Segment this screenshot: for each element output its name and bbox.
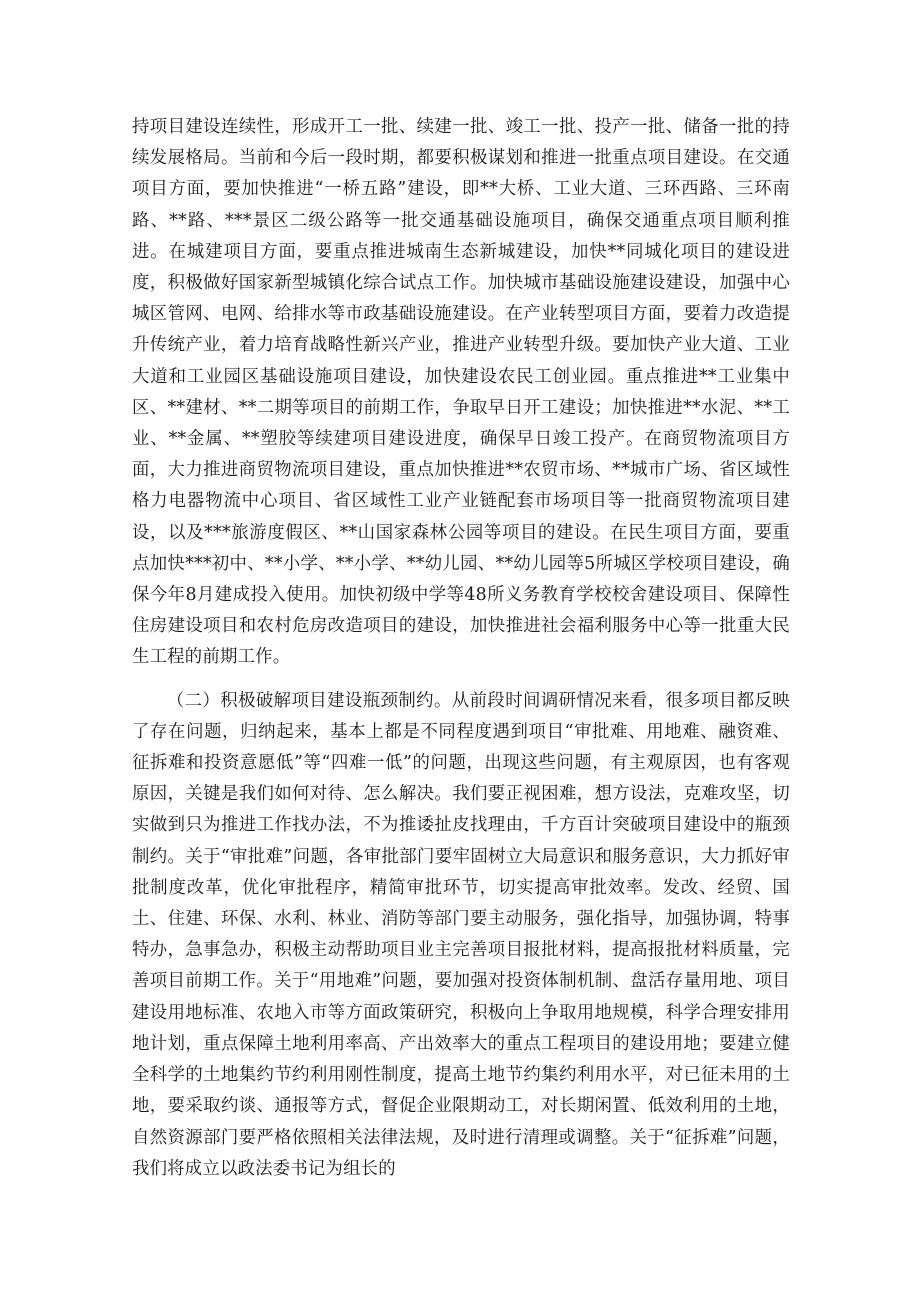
paragraph-project-construction: 持项目建设连续性，形成开工一批、续建一批、竣工一批、投产一批、储备一批的持续发展格局。当前和今后一段时期，都要积极谋划和推进一批重点项目建设。在交通项目方面，要加快推进“一桥五路”建设，即**大桥、工业大道、三环西路、三环南路、**路、***景区二级公路等一批交通基础设施项目，确保交通重点项目顺利推进。在城建项目方面，要重点推进城南生态新城建设，加快**同城化项目的建设进度，积极做好国家新型城镇化综合试点工作。加快城市基础设施建设建设，加强中心城区管网、电网、给排水等市政基础设施建设。在产业转型项目方面，要着力改造提升传统产业，着力培育战略性新兴产业，推进产业转型升级。要加快产业大道、工业大道和工业园区基础设施项目建设，加快建设农民工创业园。重点推进**工业集中区、**建材、**二期等项目的前期工作，争取早日开工建设；加快推进**水泥、**工业、**金属、**塑胶等续建项目建设进度，确保早日竣工投产。在商贸物流项目方面，大力推进商贸物流项目建设，重点加快推进**农贸市场、**城市广场、省区域性格力电器物流中心项目、省区域性工业产业链配套市场项目等一批商贸物流项目建设，以及***旅游度假区、**山国家森林公园等项目的建设。在民生项目方面，要重点加快***初中、**小学、**小学、**幼儿园、**幼儿园等5所城区学校项目建设，确保今年8月建成投入使用。加快初级中学等48所义务教育学校校舍建设项目、保障性住房建设项目和农村危房改造项目的建设，加快推进社会福利服务中心等一批重大民生工程的前期工作。 (132, 117, 790, 668)
document-page (132, 112, 790, 1185)
paragraph-bottleneck-section: （二）积极破解项目建设瓶颈制约。从前段时间调研情况来看，很多项目都反映了存在问题，归纳起来，基本上都是不同程度遇到项目“审批难、用地难、融资难、征拆难和投资意愿低”等“四难一低”的问题，出现这些问题，有主观原因，也有客观原因，关键是我们如何对待、怎么解决。我们要正视困难，想方设法，克难攻坚，切实做到只为推进工作找办法，不为推诿扯皮找理由，千方百计突破项目建设中的瓶颈制约。关于“审批难”问题，各审批部门要牢固树立大局意识和服务意识，大力抓好审批制度改革，优化审批程序，精简审批环节，切实提高审批效率。发改、经贸、国土、住建、环保、水利、林业、消防等部门要主动服务，强化指导，加强协调，特事特办，急事急办，积极主动帮助项目业主完善项目报批材料，提高报批材料质量，完善项目前期工作。关于“用地难”问题，要加强对投资体制机制、盘活存量用地、项目建设用地标准、农地入市等方面政策研究，积极向上争取用地规模，科学合理安排用地计划，重点保障土地利用率高、产出效率大的重点工程项目的建设用地；要建立健全科学的土地集约节约利用刚性制度，提高土地节约集约利用水平，对已征未用的土地，要采取约谈、通报等方式，督促企业限期动工，对长期闲置、低效利用的土地，自然资源部门要严格依照相关法律法规，及时进行清理或调整。关于“征拆难”问题，我们将成立以政法委书记为组长的 (132, 690, 790, 1179)
paragraph-gap (132, 674, 790, 686)
